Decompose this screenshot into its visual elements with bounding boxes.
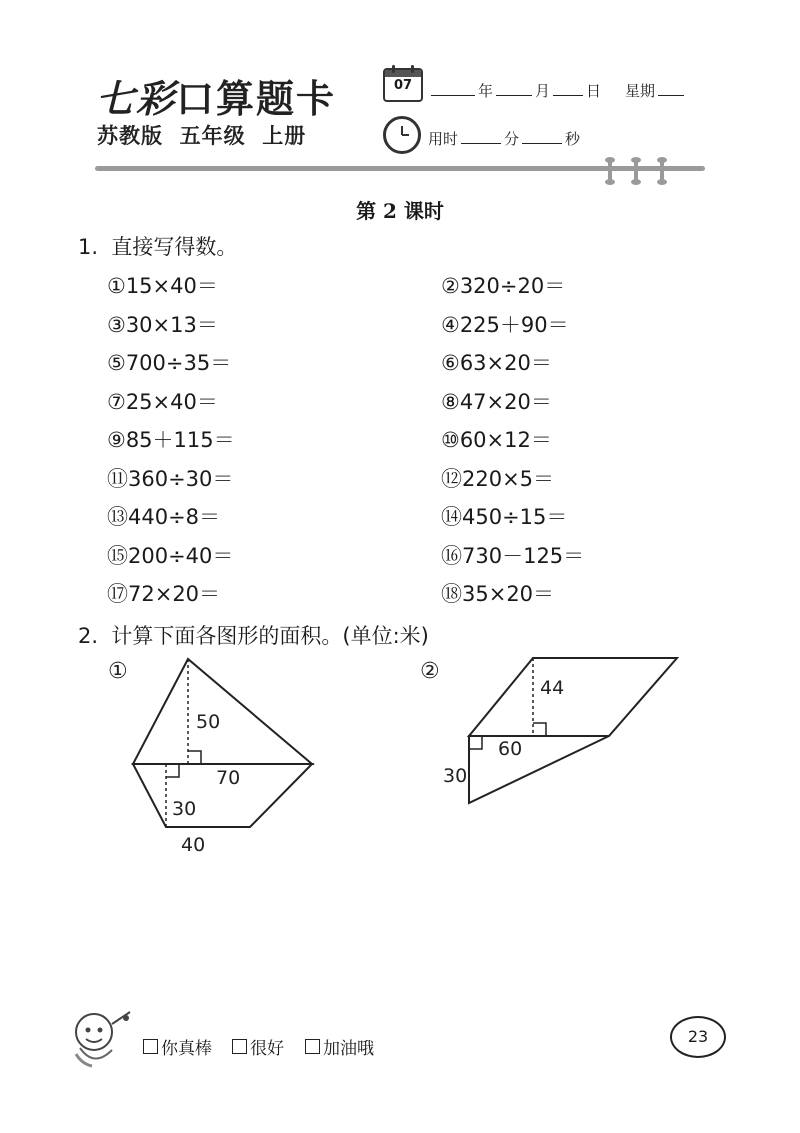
figure-1-marker: ① — [108, 659, 128, 684]
brand-part-1: 七彩 — [96, 76, 177, 121]
rating-checkbox[interactable] — [232, 1039, 247, 1054]
minutes-label: 分 — [504, 130, 520, 148]
clock-icon — [383, 116, 421, 154]
figure-2-marker: ② — [420, 659, 440, 684]
problem-item: ⑰72×20＝ — [107, 582, 221, 606]
brand-title — [96, 68, 336, 123]
question-2-title: 2. 计算下面各图形的面积。(单位:米) — [78, 624, 429, 648]
figure-1-bottom-base-label: 40 — [181, 834, 206, 856]
figure-2 — [420, 658, 677, 803]
figure-2-parallelogram — [469, 658, 677, 736]
problem-item: ⑱35×20＝ — [441, 582, 555, 606]
figures-diagram — [0, 640, 800, 880]
binder-pin-icon — [608, 160, 612, 182]
problem-item: ④225＋90＝ — [441, 313, 569, 337]
problem-item: ⑫220×5＝ — [441, 467, 555, 491]
problem-item: ⑤700÷35＝ — [107, 351, 232, 375]
time-line — [428, 128, 580, 149]
rating-label: 很好 — [250, 1039, 284, 1059]
brand-part-2: 口算题卡 — [176, 76, 337, 121]
figure-2-upper-height-label: 44 — [540, 677, 565, 699]
edition-label: 苏教版 五年级 上册 — [97, 124, 307, 148]
problem-item: ③30×13＝ — [107, 313, 218, 337]
rating-checkbox[interactable] — [305, 1039, 320, 1054]
problem-item: ⑬440÷8＝ — [107, 505, 221, 529]
mascot-illustration — [68, 1004, 138, 1070]
binder-pin-icon — [660, 160, 664, 182]
right-angle-mark — [188, 751, 201, 764]
problem-item: ⑧47×20＝ — [441, 390, 552, 414]
date-line — [428, 80, 687, 101]
problem-item: ①15×40＝ — [107, 274, 218, 298]
seconds-label: 秒 — [565, 130, 581, 148]
header-divider — [95, 166, 705, 171]
calendar-number: 07 — [393, 78, 413, 93]
problem-item: ⑥63×20＝ — [441, 351, 552, 375]
month-label: 月 — [535, 82, 551, 100]
right-angle-mark — [166, 764, 179, 777]
rating-label: 你真棒 — [161, 1039, 212, 1059]
lesson-title: 第 2 课时 — [356, 199, 444, 223]
problem-item: ②320÷20＝ — [441, 274, 566, 298]
weekday-label: 星期 — [625, 82, 656, 100]
figure-1-triangle-height-label: 50 — [196, 711, 221, 733]
figure-2-lower-height-label: 30 — [443, 765, 468, 787]
day-label: 日 — [586, 82, 602, 100]
problem-item: ⑨85＋115＝ — [107, 428, 235, 452]
binder-pin-icon — [634, 160, 638, 182]
figure-2-base-label: 60 — [498, 738, 523, 760]
rating-option[interactable] — [143, 1034, 212, 1059]
problem-item: ⑯730－125＝ — [441, 544, 585, 568]
problem-item: ⑪360÷30＝ — [107, 467, 234, 491]
rating-checkbox[interactable] — [143, 1039, 158, 1054]
figure-1 — [108, 659, 312, 856]
time-label: 用时 — [428, 130, 459, 148]
question-1-title: 1. 直接写得数。 — [78, 235, 238, 259]
figure-2-triangle — [469, 736, 609, 803]
rating-option[interactable] — [305, 1034, 374, 1059]
problem-item: ⑭450÷15＝ — [441, 505, 568, 529]
page-number: 23 — [670, 1016, 726, 1058]
right-angle-mark — [533, 723, 546, 736]
rating-label: 加油哦 — [323, 1039, 374, 1059]
figure-1-triangle — [133, 659, 312, 764]
figure-1-base-label: 70 — [216, 767, 241, 789]
calendar-icon — [383, 68, 423, 102]
rating-option[interactable] — [232, 1034, 284, 1059]
year-label: 年 — [478, 82, 494, 100]
problem-item: ⑩60×12＝ — [441, 428, 552, 452]
figure-1-trapezoid-height-label: 30 — [172, 798, 197, 820]
right-angle-mark — [469, 736, 482, 749]
problem-item: ⑦25×40＝ — [107, 390, 218, 414]
problem-item: ⑮200÷40＝ — [107, 544, 234, 568]
